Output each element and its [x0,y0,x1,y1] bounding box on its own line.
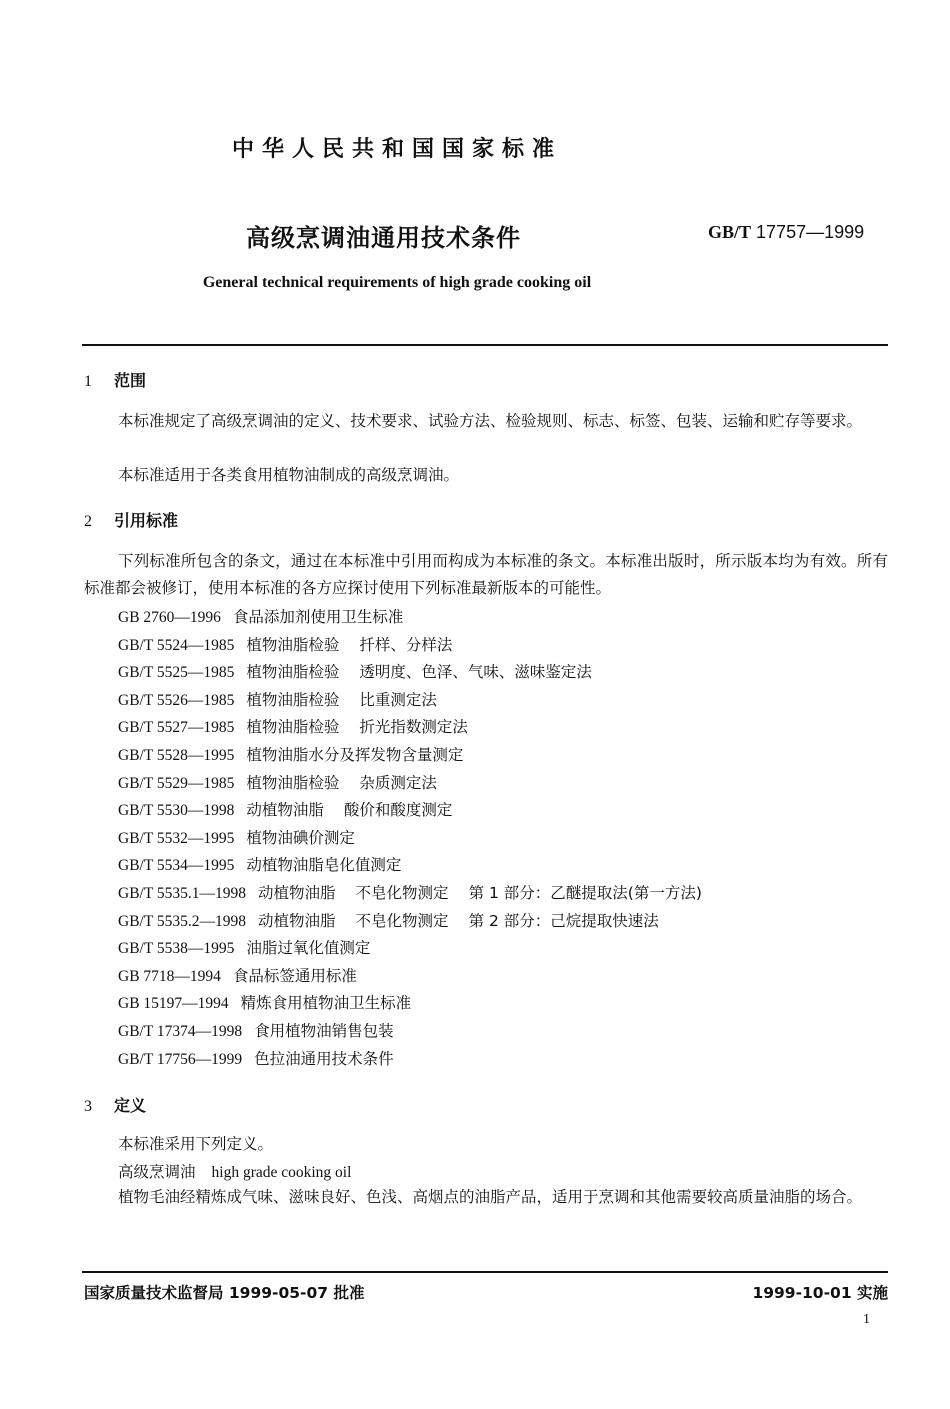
section-3-heading [84,1093,146,1116]
section-2-heading [84,508,178,531]
term-cn: 高级烹调油 [118,1163,196,1181]
definition-term [118,1160,351,1182]
section-3-number: 3 [84,1098,92,1115]
reference-item: GB 2760—1996 食品添加剂使用卫生标准 [118,608,404,626]
section-1-title: 范围 [114,371,147,390]
section-2-title: 引用标准 [114,511,179,530]
reference-item: GB/T 5527—1985 植物油脂检验 折光指数测定法 [118,718,468,737]
reference-item: GB/T 5524—1985 植物油脂检验 扦样、分样法 [118,635,453,654]
section-2-number: 2 [84,513,92,530]
section-1-paragraph-1: 本标准规定了高级烹调油的定义、技术要求、试验方法、检验规则、标志、标签、包装、运输和贮存等要求。 [118,412,863,430]
reference-item: GB/T 5534—1995 动植物油脂皂化值测定 [118,856,402,875]
reference-item: GB/T 5528—1995 植物油脂水分及挥发物含量测定 [118,745,464,764]
national-standard-heading: 中华人民共和国国家标准 [231,137,562,162]
document-title-en: General technical requirements of high grade cooking oil [202,274,592,291]
reference-item: GB 15197—1994 精炼食用植物油卫生标准 [118,994,412,1013]
implementation-date: 1999-10-01 实施 [752,1284,888,1302]
referenced-standards-list [118,604,702,1073]
bottom-divider [82,1271,888,1273]
reference-item: GB/T 5538—1995 油脂过氧化值测定 [118,939,371,958]
section-3-paragraph-1: 本标准采用下列定义。 [118,1135,274,1153]
term-en: high grade cooking oil [211,1164,352,1181]
top-divider [82,344,888,346]
reference-item: GB/T 5525—1985 植物油脂检验 透明度、色泽、气味、滋味鉴定法 [118,663,592,682]
section-2-paragraph-1: 下列标准所包含的条文，通过在本标准中引用而构成为本标准的条文。本标准出版时，所示版本均为有效。所有标准都会被修订，使用本标准的各方应探讨使用下列标准最新版本的可能性。 [84,552,888,597]
reference-item: GB/T 5529—1985 植物油脂检验 杂质测定法 [118,773,437,792]
reference-item: GB/T 5532—1995 植物油碘价测定 [118,828,355,847]
reference-item: GB 7718—1994 食品标签通用标准 [118,966,357,985]
standard-code-number: 17757—1999 [756,222,865,242]
section-3-title: 定义 [114,1096,147,1115]
reference-item: GB/T 5535.1—1998 动植物油脂 不皂化物测定 第 1 部分：乙醚提取法(第一方法) [118,883,702,902]
page-number: 1 [863,1312,870,1327]
section-1-number: 1 [84,373,92,390]
definition-text: 植物毛油经精炼成气味、滋味良好、色浅、高烟点的油脂产品，适用于烹调和其他需要较高质量油脂的场合。 [118,1188,863,1206]
document-title-cn: 高级烹调油通用技术条件 [246,224,521,252]
approval-info: 国家质量技术监督局 1999-05-07 批准 [84,1284,365,1302]
reference-item: GB/T 17374—1998 食用植物油销售包装 [118,1021,394,1040]
reference-item: GB/T 5526—1985 植物油脂检验 比重测定法 [118,690,437,709]
reference-item: GB/T 17756—1999 色拉油通用技术条件 [118,1049,394,1068]
reference-item: GB/T 5535.2—1998 动植物油脂 不皂化物测定 第 2 部分：己烷提取快速法 [118,911,659,930]
reference-item: GB/T 5530—1998 动植物油脂 酸价和酸度测定 [118,801,453,820]
section-1-paragraph-2: 本标准适用于各类食用植物油制成的高级烹调油。 [118,466,460,484]
standard-code-prefix: GB/T [708,222,752,242]
section-1-heading [84,368,146,391]
standard-code [708,222,864,243]
